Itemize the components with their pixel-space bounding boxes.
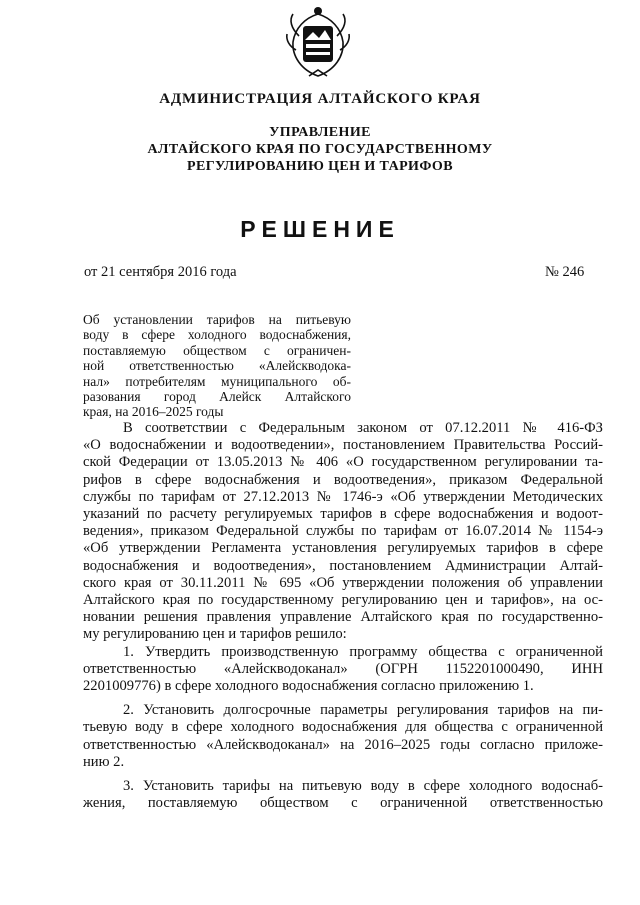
- document-type: РЕШЕНИЕ: [240, 216, 400, 242]
- body-line: нию 2.: [83, 753, 125, 770]
- subject-line: поставляемую обществом с ограничен-: [83, 342, 351, 358]
- subject-line: ной ответственностью «Алейскводока-: [83, 358, 351, 374]
- subject-line: нал» потребителям муниципального об-: [83, 373, 351, 389]
- administration-title: АДМИНИСТРАЦИЯ АЛТАЙСКОГО КРАЯ: [159, 91, 481, 107]
- subject-line: Об установлении тарифов на питьевую: [83, 312, 351, 327]
- body-line: «О водоснабжении и водоотведении», постановлением Правительства Россий-: [83, 437, 603, 454]
- body-line: службы по тарифам от 27.12.2013 № 1746-э «Об утверждении Методических: [83, 488, 603, 505]
- department-line: РЕГУЛИРОВАНИЮ ЦЕН И ТАРИФОВ: [187, 159, 453, 174]
- subject-line: воду в сфере холодного водоснабжения,: [83, 327, 351, 343]
- body-line: В соответствии с Федеральным законом от 07.12.2011 № 416-ФЗ: [123, 420, 603, 436]
- body-line: ского края от 30.11.2011 № 695 «Об утверждении положения об управлении: [83, 574, 603, 591]
- decision-item-2: [83, 702, 603, 771]
- body-line: рифов в сфере водоснабжения и водоотведения», приказом Федеральной: [83, 471, 603, 488]
- document-body: [83, 420, 603, 812]
- body-line: 1. Утвердить производственную программу общества с ограниченной: [123, 643, 603, 660]
- subject-line: разования город Алейск Алтайского: [83, 389, 351, 405]
- body-line: му регулированию цен и тарифов решило:: [83, 626, 347, 643]
- body-line: Алтайского края по государственному регулированию цен и тарифов», на ос-: [83, 592, 603, 609]
- body-line: 2. Установить долгосрочные параметры регулирования тарифов на пи-: [123, 702, 603, 719]
- body-line: «Об утверждении Регламента установления регулируемых тарифов в сфере: [83, 540, 603, 557]
- department-line: АЛТАЙСКОГО КРАЯ ПО ГОСУДАРСТВЕННОМУ: [147, 142, 493, 157]
- decision-item-1: [83, 644, 603, 696]
- subject-line: края, на 2016–2025 годы: [83, 404, 224, 420]
- body-line: ответственностью «Алейскводоканал» (ОГРН 1152201000490, ИНН: [83, 660, 603, 677]
- body-line: водоснабжения и водоотведения», постановлением Администрации Алтай-: [83, 557, 603, 574]
- document-number: № 246: [545, 264, 585, 280]
- body-line: 2201009776) в сфере холодного водоснабжения согласно приложению 1.: [83, 678, 534, 695]
- body-line: ведения», приказом Федеральной службы по тарифам от 16.07.2014 № 1154-э: [83, 523, 603, 540]
- body-line: указаний по расчету регулируемых тарифов в сфере водоснабжения и водоот-: [83, 506, 603, 523]
- body-line: тьевую воду в сфере холодного водоснабжения для общества с ограниченной: [83, 719, 603, 736]
- body-line: ответственностью «Алейскводоканал» на 2016–2025 годы согласно приложе-: [83, 736, 603, 753]
- body-line: жения, поставляемую обществом с ограниченной ответственностью: [83, 795, 603, 812]
- document-date: от 21 сентября 2016 года: [84, 264, 237, 280]
- department-line: УПРАВЛЕНИЕ: [269, 125, 371, 140]
- preamble-paragraph: [83, 420, 603, 644]
- document-subject: [83, 312, 351, 420]
- decision-item-3: [83, 778, 603, 812]
- body-line: ской Федерации от 13.05.2013 № 406 «О государственном регулировании та-: [83, 454, 603, 471]
- coat-of-arms-icon: [283, 6, 353, 80]
- body-line: 3. Установить тарифы на питьевую воду в сфере холодного водоснаб-: [123, 778, 603, 795]
- department-title: [0, 124, 640, 175]
- body-line: новании решения правления управление Алтайского края по государственно-: [83, 609, 603, 626]
